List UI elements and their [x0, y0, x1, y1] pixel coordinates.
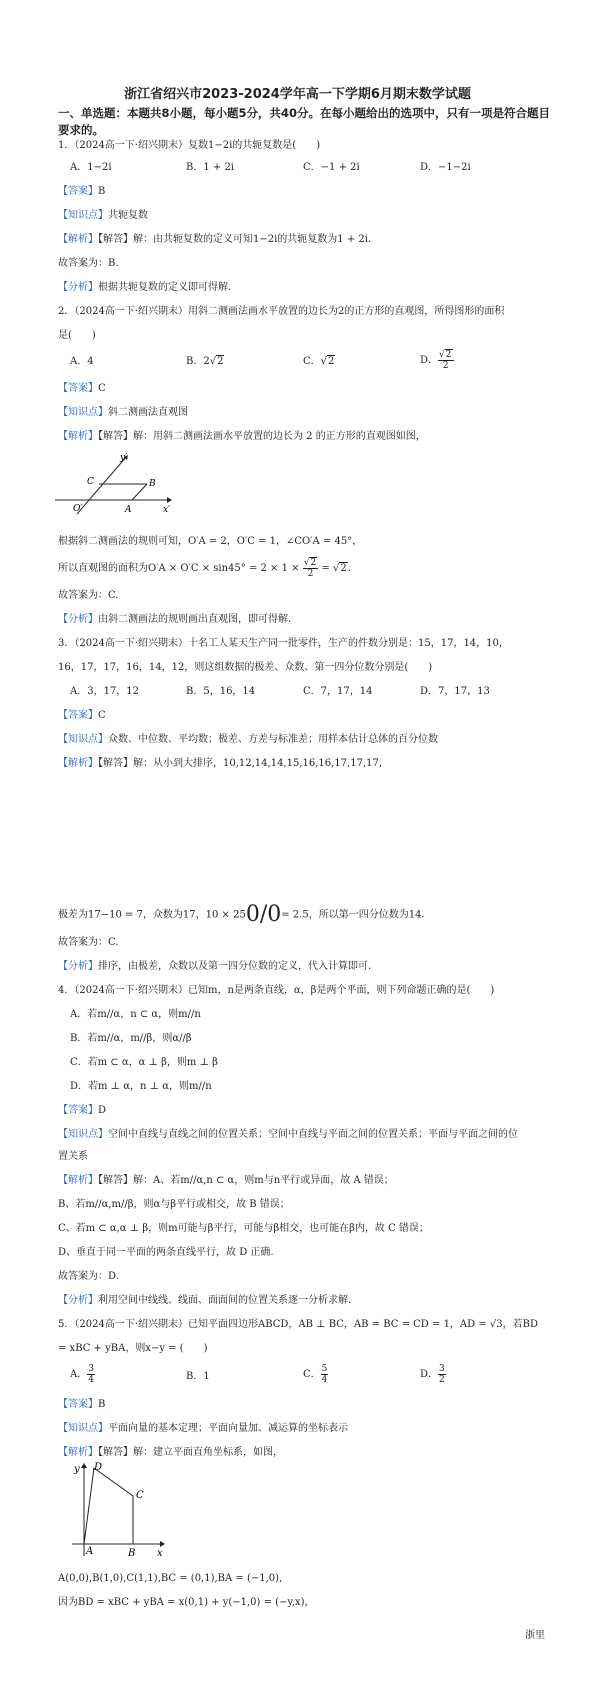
q2-option-c: C．√2 [303, 356, 335, 367]
q4-option-b: B．若m//α，m//β，则α//β [70, 1033, 192, 1044]
fig-label-c: C [136, 1490, 144, 1501]
q5-option-d: D． $\frac{3}{2}$ [420, 1364, 445, 1385]
q5-stem-line2: = xBC + yBA，则x−y = ( ) [58, 1343, 208, 1354]
q2-explanation: 【解析】【解答】解：用斜二测画法画水平放置的边长为 2 的正方形的直观图如图， [58, 431, 426, 442]
oblique-figure [55, 448, 175, 518]
q3-explanation: 【解析】【解答】解：从小到大排序，10,12,14,14,15,16,16,17,17,17, [58, 758, 383, 769]
q3-stem-line2: 16，17，17，16，14，12，则这组数据的极差、众数、第一四分位数分别是( ) [58, 662, 433, 673]
q4-answer: 【答案】D [58, 1105, 107, 1116]
q2-stem-line2: 是( ) [58, 330, 96, 341]
q1-answer: 【答案】B [58, 186, 106, 197]
q2-reasoning-2: 所以直观图的面积为O′A × O′C × sin45° = 2 × 1 × $\frac{√2}{2}$ = √2. [58, 558, 351, 579]
q3-knowledge-point: 【知识点】众数、中位数、平均数；极差、方差与标准差；用样本估计总体的百分位数 [58, 734, 438, 745]
q3-answer: 【答案】C [58, 710, 106, 721]
answer-tag: 【答案】 [58, 186, 98, 197]
q4-option-a: A．若m//α，n ⊂ α，则m//n [70, 1009, 201, 1020]
q5-option-b: B．1 [186, 1371, 210, 1382]
q5-explanation: 【解析】【解答】解：建立平面直角坐标系，如图， [58, 1447, 283, 1458]
q4-knowledge-point-2: 置关系 [58, 1151, 88, 1162]
q4-explanation-3: C、若m ⊂ α,α ⊥ β，则m可能与β平行，可能与β相交，也可能在β内，故 C 错误； [58, 1223, 429, 1234]
q3-option-d: D．7，17，13 [420, 686, 490, 697]
q2-option-b: B．2√2 [186, 356, 224, 367]
kp-tag: 【知识点】 [58, 210, 108, 221]
q1-stem: 1．（2024高一下·绍兴期末）复数1−2i的共轭复数是( ) [58, 140, 321, 151]
q1-final: 故答案为：B. [58, 258, 119, 269]
q5-option-a: A． $\frac{3}{4}$ [70, 1364, 94, 1385]
q4-knowledge-point-1: 【知识点】空间中直线与直线之间的位置关系；空间中直线与平面之间的位置关系；平面与平面之间的位 [58, 1129, 518, 1140]
q4-final: 故答案为：D. [58, 1271, 119, 1282]
q2-analysis: 【分析】由斜二测画法的规则画出直观图，即可得解. [58, 614, 292, 625]
q2-final: 故答案为：C. [58, 590, 119, 601]
q5-option-c: C． $\frac{5}{4}$ [303, 1364, 328, 1385]
fig-label-y: y [74, 1464, 80, 1475]
q1-option-a: A．1−2i [70, 162, 112, 173]
fig-label-x: x′ [163, 505, 171, 515]
q4-analysis: 【分析】利用空间中线线、线面、面面间的位置关系逐一分析求解. [58, 1295, 352, 1306]
fig-label-a: A [125, 505, 132, 515]
fig-label-x: x [157, 1548, 163, 1558]
q1-option-d: D．−1−2i [420, 162, 471, 173]
q3-stem-line1: 3．（2024高一下·绍兴期末）十名工人某天生产同一批零件，生产的件数分别是：15，17，14，10， [58, 638, 509, 649]
q4-explanation-4: D、垂直于同一平面的两条直线平行，故 D 正确. [58, 1247, 274, 1258]
q5-reasoning-2: 因为BD = xBC + yBA = x(0,1) + y(−1,0) = (−y,x)， [58, 1597, 315, 1608]
fig-label-b: B [128, 1548, 136, 1558]
q1-option-c: C．−1 + 2i [303, 162, 360, 173]
q2-option-a: A．4 [70, 356, 94, 367]
q3-analysis: 【分析】排序，由极差，众数以及第一四分位数的定义，代入计算即可. [58, 961, 372, 972]
q3-option-c: C．7，17，14 [303, 686, 373, 697]
fig-label-d: D [94, 1462, 103, 1473]
q2-option-d: D． $\frac{√2}{2}$ [420, 350, 452, 371]
q1-explanation: 【解析】【解答】解：由共轭复数的定义可知1−2i的共轭复数为1 + 2i. [58, 234, 372, 245]
q1-analysis: 【分析】根据共轭复数的定义即可得解. [58, 282, 232, 293]
q5-reasoning-1: A(0,0),B(1,0),C(1,1),BC = (0,1),BA = (−1,0), [58, 1573, 283, 1584]
document-title: 浙江省绍兴市2023-2024学年高一下学期6月期末数学试题 [124, 87, 471, 102]
q4-option-d: D．若m ⊥ α，n ⊥ α，则m//n [70, 1081, 212, 1092]
q5-stem-line1: 5．（2024高一下·绍兴期末）已知平面四边形ABCD，AB ⊥ BC，AB = BC = CD = 1，AD = √3，若BD [58, 1319, 539, 1330]
q4-explanation-1: 【解析】【解答】解：A、若m//α,n ⊂ α，则m与n平行或异面，故 A 错误； [58, 1175, 394, 1186]
page-footer: 浙里 [525, 1630, 545, 1641]
fraction: $\frac{√2}{2}$ [439, 350, 452, 371]
fig-label-c: C [87, 477, 94, 487]
q1-option-b: B．1 + 2i [186, 162, 235, 173]
q4-stem: 4．（2024高一下·绍兴期末）已知m，n是两条直线，α，β是两个平面，则下列命题正确的是( ) [58, 985, 495, 996]
q1-knowledge-point: 【知识点】共轭复数 [58, 210, 148, 221]
q2-reasoning-1: 根据斜二测画法的规则可知，O′A = 2，O′C = 1，∠CO′A = 45°， [58, 536, 363, 547]
q3-final: 故答案为：C. [58, 937, 119, 948]
fig-label-y: y′ [120, 453, 128, 463]
q5-knowledge-point: 【知识点】平面向量的基本定理；平面向量加、减运算的坐标表示 [58, 1423, 348, 1434]
jx-tag: 【解析】 [58, 234, 98, 245]
q3-result: 极差为17−10 = 7，众数为17，10 × 250/0= 2.5，所以第一四分位数为14. [58, 902, 425, 927]
fx-tag: 【分析】 [58, 282, 98, 293]
q4-explanation-2: B、若m//α,m//β，则α与β平行或相交，故 B 错误； [58, 1199, 290, 1210]
q2-knowledge-point: 【知识点】斜二测画法直观图 [58, 407, 188, 418]
q2-answer: 【答案】C [58, 383, 106, 394]
section-heading: 一、单选题：本题共8小题，每小题5分，共40分。在每小题给出的选项中，只有一项是符合题目要求的。 [58, 106, 551, 137]
coordinate-figure [70, 1458, 170, 1558]
fig-label-o: O′ [73, 504, 83, 514]
q4-option-c: C．若m ⊂ α，α ⊥ β，则m ⊥ β [70, 1057, 218, 1068]
q2-stem-line1: 2．（2024高一下·绍兴期末）用斜二测画法画水平放置的边长为2的正方形的直观图，所得图形的面积 [58, 306, 505, 317]
q5-answer: 【答案】B [58, 1399, 106, 1410]
fig-label-a: A [86, 1546, 94, 1557]
q3-option-a: A．3，17，12 [70, 686, 140, 697]
fig-label-b: B [149, 479, 156, 489]
q3-option-b: B．5，16，14 [186, 686, 256, 697]
